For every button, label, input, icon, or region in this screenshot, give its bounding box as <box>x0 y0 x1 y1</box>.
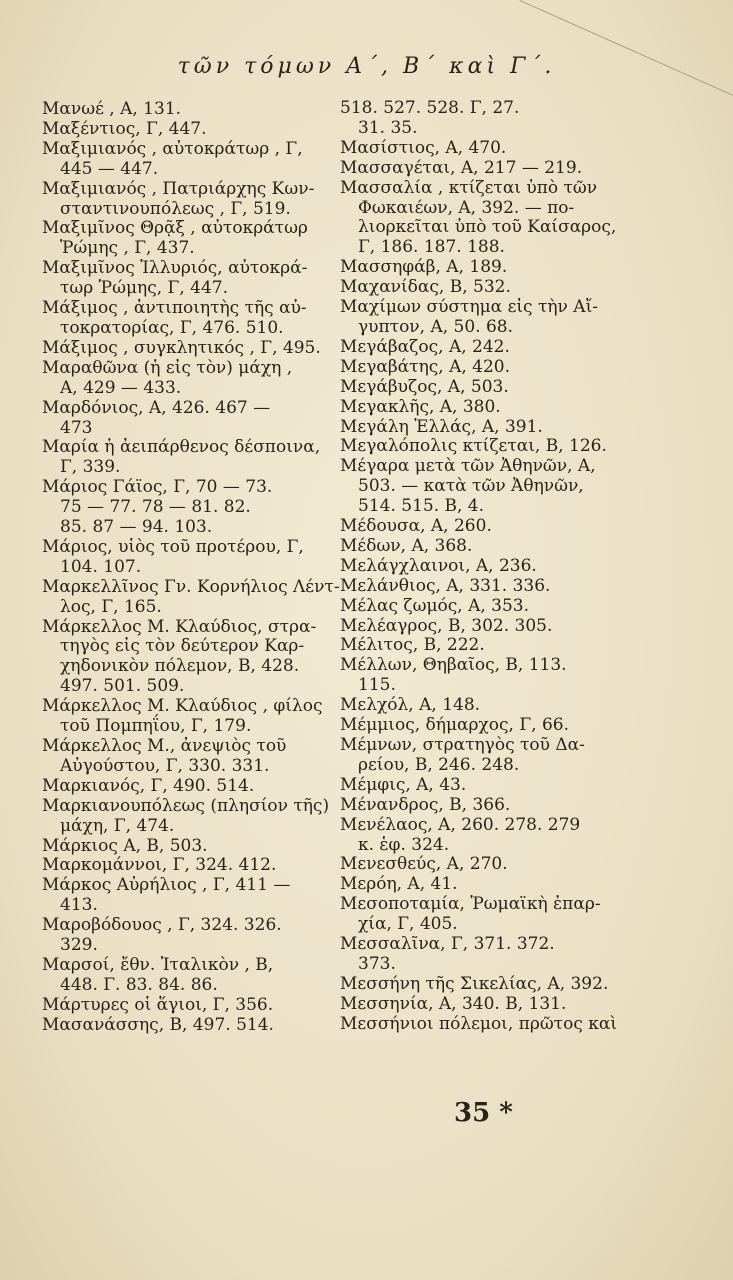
index-entry <box>42 219 322 259</box>
index-column-left <box>42 99 340 1036</box>
index-entry <box>42 916 322 956</box>
index-entry-continuation: τοκρατορίας, Γ, 476. 510. <box>60 317 284 338</box>
index-entry-line: Μεσοποταμία, Ῥωμαϊκὴ ἐπαρ- <box>340 894 601 915</box>
index-entry-line: Μάριος Γάϊος, Γ, 70 — 73. <box>42 477 273 498</box>
index-entry <box>42 299 322 339</box>
index-entry-continuation: ρείου, Β, 246. 248. <box>358 754 520 775</box>
index-entry <box>340 258 625 278</box>
index-entry <box>340 656 625 696</box>
index-entry-continuation: 373. <box>358 953 396 974</box>
index-entry-line: Μέλιτος, Β, 222. <box>340 635 485 656</box>
index-entry-line: Μαρκελλῖνος Γν. Κορνήλιος Λέντ- <box>42 576 340 597</box>
index-entry <box>42 737 322 777</box>
index-entry-line: Μάρκελλος Μ. Κλαύδιος , φίλος <box>42 696 323 717</box>
index-entry <box>340 617 625 637</box>
index-entry <box>42 1016 322 1036</box>
index-entry-line: Μανωέ , Α, 131. <box>42 99 182 119</box>
index-entry <box>340 99 625 139</box>
index-entry <box>340 577 625 597</box>
index-entry-line: Μάρκιος Α, Β, 503. <box>42 835 208 856</box>
index-entry-continuation: κ. ἑφ. 324. <box>358 834 450 855</box>
signature-mark: 35 * <box>454 1098 513 1128</box>
index-entry-line: Μαρκομάννοι, Γ, 324. 412. <box>42 855 277 876</box>
index-entry <box>42 478 322 538</box>
index-entry <box>42 576 340 618</box>
index-entry-line: Μενέλαος, Α, 260. 278. 279 <box>340 814 581 835</box>
index-entry-continuation: τωρ Ῥώμης, Γ, 447. <box>60 278 228 299</box>
index-entry-continuation: 448. Γ. 83. 84. 86. <box>60 974 218 995</box>
index-entry <box>340 537 625 557</box>
index-entry-line: Μαχανίδας, Β, 532. <box>340 277 511 298</box>
index-entry <box>42 120 322 140</box>
index-entry-line: Μασσαλία , κτίζεται ὑπὸ τῶν <box>340 177 598 198</box>
index-entry <box>340 935 625 975</box>
index-entry-line: Μαρία ἡ ἀειπάρθενος δέσποινα, <box>42 437 321 458</box>
index-entry-line: 518. 527. 528. Γ, 27. <box>340 98 520 118</box>
index-entry-line: Μέγαρα μετὰ τῶν Ἀθηνῶν, Α, <box>340 456 596 477</box>
index-entry-line: Μέμφις, Α, 43. <box>340 774 467 795</box>
index-entry-continuation: Ῥώμης , Γ, 437. <box>60 238 195 259</box>
index-entry-line: Μαξιμιανός , αὐτοκράτωρ , Γ, <box>42 138 303 159</box>
index-entry <box>42 359 322 399</box>
index-entry-continuation: 85. 87 — 94. 103. <box>60 517 213 538</box>
index-entry-continuation: 473 <box>60 417 93 438</box>
index-entry <box>340 875 625 895</box>
index-entry-continuation: 31. 35. <box>358 117 418 138</box>
index-entry-line: Μαξέντιος, Γ, 447. <box>42 118 207 139</box>
index-column-right <box>340 99 625 1035</box>
index-entry-line: Μέλας ζωμός, Α, 353. <box>340 595 530 616</box>
index-entry <box>42 180 322 220</box>
index-entry-line: Μεσσηνία, Α, 340. Β, 131. <box>340 993 567 1014</box>
index-entry <box>340 816 625 856</box>
index-entry <box>340 437 625 457</box>
index-entry-continuation: 514. 515. Β, 4. <box>358 496 485 517</box>
index-entry-line: Μεγαβάτης, Α, 420. <box>340 356 511 377</box>
index-entry <box>340 139 625 159</box>
index-entry <box>340 1015 625 1035</box>
index-entry-line: Μασίστιος, Α, 470. <box>340 137 507 158</box>
index-entry-line: Μένανδρος, Β, 366. <box>340 794 511 815</box>
index-entry <box>340 975 625 995</box>
index-entry-line: Μαρκιανός, Γ, 490. 514. <box>42 775 255 796</box>
index-entry <box>340 298 625 338</box>
index-entry <box>340 358 625 378</box>
index-entry-line: Μαξιμῖνος Θρᾷξ , αὐτοκράτωρ <box>42 218 308 239</box>
index-entry-continuation: Α, 429 — 433. <box>60 377 182 398</box>
index-entry-line: Μέδουσα, Α, 260. <box>340 516 492 537</box>
index-entry-continuation: σταντινουπόλεως , Γ, 519. <box>60 198 291 219</box>
index-entry-line: Μασσαγέται, Α, 217 — 219. <box>340 157 583 178</box>
index-entry-continuation: Γ, 339. <box>60 457 121 478</box>
index-entry-line: Μερόη, Α, 41. <box>340 874 458 895</box>
index-entry-continuation: Φωκαιέων, Α, 392. — πο- <box>358 197 575 218</box>
index-entry-continuation: λος, Γ, 165. <box>60 596 162 617</box>
index-entry-line: Μεγάβαζος, Α, 242. <box>340 336 510 357</box>
index-entry-line: Μεσσήνιοι πόλεμοι, πρῶτος καὶ <box>340 1013 618 1034</box>
index-entry <box>340 696 625 716</box>
index-entry <box>42 538 322 578</box>
index-entry <box>340 776 625 796</box>
index-entry <box>340 716 625 736</box>
index-entry-continuation: 497. 501. 509. <box>60 676 185 697</box>
index-entry-line: Μάρκος Αὐρήλιος , Γ, 411 — <box>42 875 291 896</box>
index-entry-continuation: 445 — 447. <box>60 158 159 179</box>
index-entry-line: Μεγάβυζος, Α, 503. <box>340 376 509 397</box>
index-entry <box>340 338 625 358</box>
index-entry-line: Μαξιμιανός , Πατριάρχης Κων- <box>42 178 315 199</box>
index-entry <box>340 995 625 1015</box>
index-entry-line: Μαραθῶνα (ἡ εἰς τὸν) μάχη , <box>42 357 293 378</box>
index-entry-line: Μενεσθεύς, Α, 270. <box>340 854 508 875</box>
index-entry-continuation: 503. — κατὰ τῶν Ἀθηνῶν, <box>358 476 584 497</box>
index-entry <box>42 697 322 737</box>
index-entry-line: Μέμμιος, δήμαρχος, Γ, 66. <box>340 715 569 736</box>
index-entry-line: Μεγάλη Ἑλλάς, Α, 391. <box>340 416 543 437</box>
index-entry <box>340 398 625 418</box>
index-entry-continuation: τηγὸς εἰς τὸν δεύτερον Καρ- <box>60 636 305 657</box>
index-entry <box>340 278 625 298</box>
index-entry <box>42 837 322 857</box>
index-entry-line: Μέλλων, Θηβαῖος, Β, 113. <box>340 655 567 676</box>
index-entry <box>340 517 625 537</box>
index-entry <box>42 956 322 996</box>
index-entry-continuation: 115. <box>358 675 396 696</box>
index-entry-line: Μάξιμος , ἀντιποιητὴς τῆς αὐ- <box>42 298 307 319</box>
index-entry-continuation: 329. <box>60 935 98 956</box>
index-entry <box>42 618 322 698</box>
index-entry-continuation: 104. 107. <box>60 556 142 577</box>
index-entry <box>340 179 625 259</box>
index-entry <box>42 399 322 439</box>
index-entry-continuation: 75 — 77. 78 — 81. 82. <box>60 497 251 518</box>
index-entry-continuation: γυπτον, Α, 50. 68. <box>358 316 514 337</box>
index-entry <box>340 855 625 875</box>
index-entry <box>42 856 322 876</box>
index-entry-continuation: χηδονικὸν πόλεμον, Β, 428. <box>60 656 300 677</box>
index-entry <box>42 438 322 478</box>
index-entry-line: Μεγαλόπολις κτίζεται, Β, 126. <box>340 436 607 457</box>
index-entry-continuation: 413. <box>60 895 98 916</box>
index-entry <box>340 796 625 816</box>
index-entry-line: Μάξιμος , συγκλητικός , Γ, 495. <box>42 337 321 358</box>
index-entry <box>340 418 625 438</box>
index-entry <box>340 895 625 935</box>
index-entry-line: Μάριος, υἱὸς τοῦ προτέρου, Γ, <box>42 536 304 557</box>
index-entry <box>42 777 322 797</box>
index-entry-line: Μάρκελλος Μ., ἀνεψιὸς τοῦ <box>42 736 287 756</box>
index-entry-line: Μαρσοί, ἔθν. Ἰταλικὸν , Β, <box>42 954 274 975</box>
index-entry <box>42 876 322 916</box>
index-entry-line: Μέμνων, στρατηγὸς τοῦ Δα- <box>340 735 585 755</box>
index-entry-continuation: τοῦ Πομπηΐου, Γ, 179. <box>60 716 252 737</box>
index-entry-line: Μαξιμῖνος Ἰλλυριός, αὐτοκρά- <box>42 258 308 279</box>
index-entry-line: Μεσσήνη τῆς Σικελίας, Α, 392. <box>340 973 609 994</box>
index-entry <box>42 795 330 837</box>
index-entry <box>340 597 625 617</box>
index-entry <box>42 996 322 1016</box>
index-entry-line: Μελχόλ, Α, 148. <box>340 695 481 716</box>
index-entry-continuation: Αὐγούστου, Γ, 330. 331. <box>60 755 270 776</box>
index-entry-line: Μάρτυρες οἱ ἅγιοι, Γ, 356. <box>42 994 274 1015</box>
index-entry-continuation: Γ, 186. 187. 188. <box>358 237 505 258</box>
index-entry <box>42 100 322 120</box>
index-entry-line: Μεσσαλῖνα, Γ, 371. 372. <box>340 934 555 955</box>
index-entry-line: Μάρκελλος Μ. Κλαύδιος, στρα- <box>42 616 317 637</box>
index-entry-continuation: χία, Γ, 405. <box>358 914 458 935</box>
index-entry <box>340 736 625 776</box>
index-entry-continuation: μάχη, Γ, 474. <box>60 815 175 836</box>
index-entry-line: Μελέαγρος, Β, 302. 305. <box>340 615 553 636</box>
index-entry <box>340 636 625 656</box>
index-entry-line: Μαροβόδουος , Γ, 324. 326. <box>42 915 282 936</box>
index-entry-line: Μελάνθιος, Α, 331. 336. <box>340 575 551 596</box>
index-entry-line: Μεγακλῆς, Α, 380. <box>340 396 501 417</box>
index-entry <box>42 259 322 299</box>
index-entry <box>42 140 322 180</box>
index-entry <box>340 378 625 398</box>
index-entry <box>340 159 625 179</box>
index-entry-line: Μασσηφάβ, Α, 189. <box>340 257 508 278</box>
index-entry-line: Μαχίμων σύστημα εἰς τὴν Αἴ- <box>340 297 598 318</box>
index-entry <box>340 457 625 517</box>
index-entry-continuation: λιορκεῖται ὑπὸ τοῦ Καίσαρος, <box>358 217 617 238</box>
index-entry-line: Μασανάσσης, Β, 497. 514. <box>42 1014 274 1035</box>
index-entry-line: Μαρδόνιος, Α, 426. 467 — <box>42 397 271 418</box>
index-entry-line: Μέδων, Α, 368. <box>340 535 473 556</box>
index-entry <box>340 557 625 577</box>
running-header: τῶν τόμων Α΄, Β΄ καὶ Γ΄. <box>177 54 556 79</box>
index-entry-line: Μελάγχλαινοι, Α, 236. <box>340 555 537 576</box>
index-entry-line: Μαρκιανουπόλεως (πλησίον τῆς) <box>42 795 330 816</box>
index-entry <box>42 339 322 359</box>
